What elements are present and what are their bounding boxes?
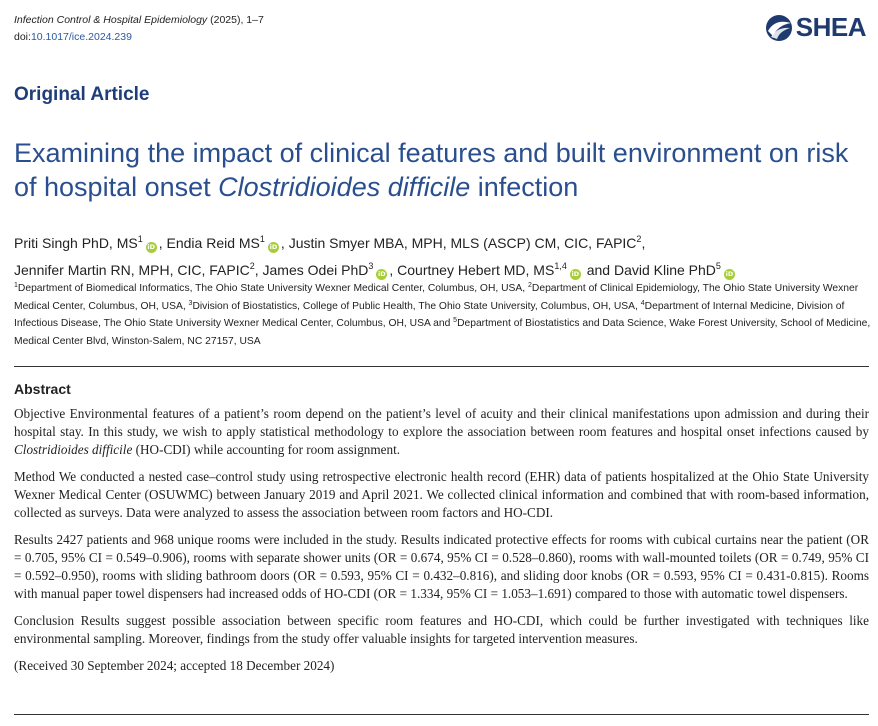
- author[interactable]: [289, 235, 642, 251]
- title-italic: Clostridioides difficile: [218, 172, 471, 202]
- abstract-body: [14, 405, 869, 684]
- shea-logo: [765, 12, 866, 43]
- journal-name: Infection Control & Hospital Epidemiology: [14, 14, 208, 26]
- received-dates: (Received 30 September 2024; accepted 18 December 2024): [14, 658, 335, 673]
- author-separator: ,: [280, 235, 289, 251]
- objective-text-b: (HO-CDI) while accounting for room assignment.: [132, 442, 401, 457]
- affiliation-text: Department of Biomedical Informatics, The Ohio State University Wexner Medical Center, Columbus, OH, USA,: [17, 283, 528, 294]
- affiliation-sup: 2: [528, 282, 532, 289]
- journal-meta: (2025), 1–7: [207, 14, 264, 26]
- author-name: Endia Reid MS: [166, 235, 260, 251]
- title-part-2: infection: [470, 172, 579, 202]
- orcid-icon[interactable]: iD: [571, 270, 580, 278]
- author-separator: ,: [641, 235, 646, 251]
- author-separator: and: [582, 262, 614, 278]
- doi-line: [14, 29, 264, 46]
- orcid-icon[interactable]: iD: [147, 243, 156, 251]
- affiliation-sup: 1: [14, 282, 18, 289]
- author-affil-sup: 2: [636, 234, 642, 244]
- abstract-heading: Abstract: [14, 381, 71, 397]
- article-type-label: Original Article: [14, 84, 150, 105]
- abstract-results: Results 2427 patients and 968 unique rooms were included in the study. Results indicated protective effects for rooms with cubical curtains near the patient (OR = 0.705, 95% CI = 0.549–0.906), rooms with separate shower units (OR = 0.674, 95% CI = 0.528–0.860), rooms with wall-mounted toilets (OR = 0.749, 95% CI = 0.592–0.950), rooms with sliding bathroom doors (OR = 0.593, 95% CI = 0.432–0.816), and sliding door knobs (OR = 0.593, 95% CI = 0.431-0.815). Rooms with manual paper towel dispensers had increased odds of HO-CDI (OR = 1.334, 95% CI = 1.053–1.691) compared to those with automatic towel dispensers.: [14, 532, 869, 601]
- shea-logo-text: SHEA: [795, 12, 866, 42]
- author[interactable]: [397, 262, 567, 278]
- title-part-1: Examining the impact of clinical features and built environment on risk of hospital onset: [14, 138, 849, 202]
- author-affil-sup: 2: [249, 261, 255, 271]
- abstract-bottom-rule: [14, 714, 869, 715]
- affiliation-text: Division of Biostatistics, College of Public Health, The Ohio State University, Columbus, OH, USA,: [192, 300, 641, 312]
- author-name: James Odei PhD: [262, 262, 369, 278]
- orcid-icon[interactable]: iD: [378, 270, 386, 278]
- author[interactable]: [14, 235, 143, 251]
- author-name: David Kline PhD: [613, 262, 716, 278]
- article-title: [14, 136, 874, 204]
- orcid-icon[interactable]: iD: [725, 270, 734, 278]
- abstract-top-rule: [14, 366, 869, 367]
- author-separator: ,: [389, 262, 398, 278]
- abstract-method: Method We conducted a nested case–control study using retrospective electronic health record (EHR) data of patients hospitalized at the Ohio State University Wexner Medical Center (OSUWMC) between January 2019 and April 2021. We collected clinical information and combined that with room-based information, collected as surveys. Data were analyzed to assess the association between room factors and HO-CDI.: [14, 469, 869, 520]
- author[interactable]: [263, 262, 374, 278]
- author-affil-sup: 1: [259, 234, 265, 244]
- objective-text-a: Objective Environmental features of a patient’s room depend on the patient’s level of acuity and their clinical manifestations upon admission and during their hospital stay. In this study, we wish to apply statistical methodology to explore the association between room features and hospital onset infections caused by: [14, 406, 869, 439]
- affiliation-sup: 3: [188, 299, 193, 307]
- abstract-conclusion: Conclusion Results suggest possible association between specific room features and HO-CDI, which could be further investigated with techniques like environmental sampling. Moreover, findings from the study offer valuable insights for targeted intervention measures.: [14, 613, 869, 646]
- author-separator: ,: [254, 262, 263, 278]
- doi-link[interactable]: 10.1017/ice.2024.239: [30, 31, 132, 43]
- author-name: Courtney Hebert MD, MS: [397, 262, 555, 278]
- author-affil-sup: 1: [137, 234, 143, 244]
- author-name: Priti Singh PhD, MS: [14, 235, 138, 251]
- author-separator: ,: [158, 235, 167, 251]
- author-affil-sup: 5: [715, 261, 721, 271]
- journal-citation: [14, 12, 264, 46]
- affiliation-sup: 4: [640, 299, 645, 307]
- objective-italic: Clostridioides difficile: [14, 442, 133, 457]
- shea-globe-icon: [765, 14, 793, 42]
- author[interactable]: [167, 235, 265, 251]
- affiliation-text: Department of Clinical Epidemiology, The Ohio State University Wexner Medical Center, Columbus, OH, USA,: [14, 283, 859, 312]
- author-name: Justin Smyer MBA, MPH, MLS (ASCP) CM, CIC, FAPIC: [288, 235, 637, 251]
- abstract-objective: [14, 405, 869, 459]
- orcid-icon[interactable]: iD: [269, 243, 278, 251]
- affiliation-text: Department of Biostatistics and Data Science, Wake Forest University, School of Medicine, Medical Center Blvd, Winston-Salem, NC 27157, USA: [14, 318, 871, 347]
- affiliations: [14, 280, 874, 350]
- author-list: [14, 230, 874, 284]
- affiliation-text: Department of Internal Medicine, Division of Infectious Disease, The Ohio State University Wexner Medical Center, Columbus, OH, USA and: [14, 300, 845, 329]
- author[interactable]: [614, 262, 721, 278]
- author[interactable]: [14, 262, 255, 278]
- author-affil-sup: 3: [368, 261, 374, 271]
- doi-label: doi:: [14, 31, 31, 43]
- affiliation-sup: 5: [453, 317, 458, 324]
- author-affil-sup: 1,4: [554, 261, 567, 271]
- author-name: Jennifer Martin RN, MPH, CIC, FAPIC: [14, 262, 250, 278]
- journal-line: [14, 12, 264, 29]
